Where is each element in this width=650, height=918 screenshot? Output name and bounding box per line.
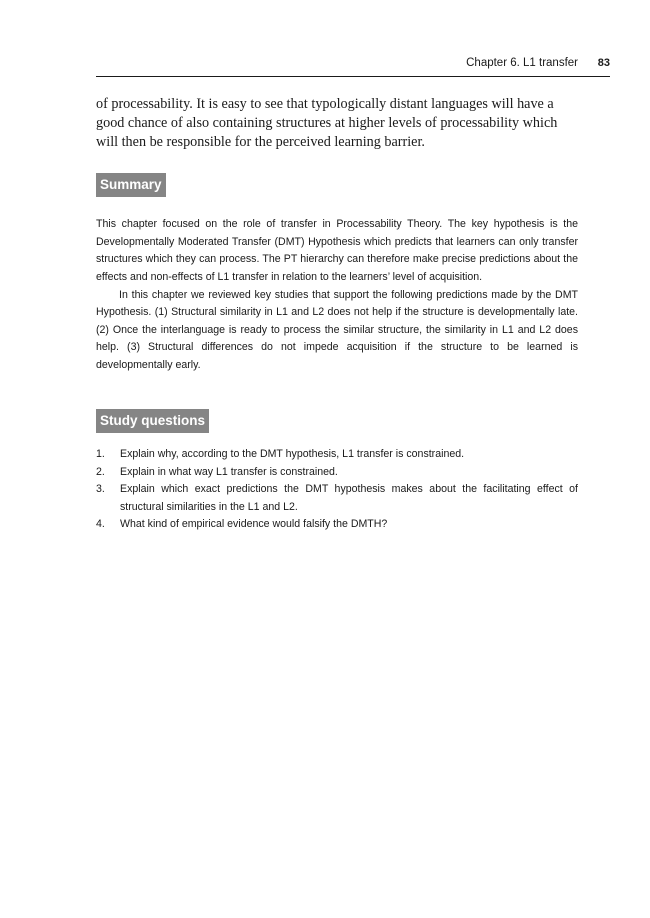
question-number: 2.	[96, 465, 105, 478]
study-questions-heading: Study questions	[96, 409, 209, 433]
summary-heading: Summary	[96, 173, 166, 197]
question-item	[96, 446, 578, 464]
question-number: 1.	[96, 448, 105, 460]
study-questions-list	[96, 446, 578, 534]
summary-paragraph-1: This chapter focused on the role of transfer in Processability Theory. The key hypothesis is the Developmentally Moderated Transfer (DMT) Hypothesis which predicts that learners can only transfer structures which they can process. The PT hierarchy can therefore make precise predictions about the effects and non-effects of L1 transfer in relation to the learners’ level of acquisition.	[96, 218, 578, 283]
page-number: 83	[597, 57, 610, 69]
chapter-title: Chapter 6. L1 transfer	[466, 57, 578, 69]
question-item	[96, 481, 578, 516]
running-header	[96, 56, 610, 77]
question-text: Explain why, according to the DMT hypothesis, L1 transfer is constrained.	[120, 448, 465, 460]
question-text: Explain in what way L1 transfer is constrained.	[120, 465, 338, 478]
question-number: 3.	[96, 483, 105, 496]
question-number: 4.	[96, 518, 105, 531]
question-item	[96, 516, 578, 534]
question-item	[96, 464, 578, 482]
question-text: What kind of empirical evidence would falsify the DMTH?	[120, 518, 388, 531]
intro-paragraph: of processability. It is easy to see that typologically distant languages will have a good chance of also containing structures at higher levels of processability which will then be responsible for the perceived learning barrier.	[96, 96, 558, 150]
question-text: Explain which exact predictions the DMT hypothesis makes about the facilitating effect of structural similarities in the L1 and L2.	[120, 483, 578, 513]
summary-paragraph-2: In this chapter we reviewed key studies that support the following predictions made by the DMT Hypothesis. (1) Structural similarity in L1 and L2 does not help if the structure is developmentally late. (2) Once the interlanguage is ready to process the similar structure, the similarity in L1 and L2 does help. (3) Structural differences do not impede acquisition if the structure to be learned is developmentally early.	[96, 288, 578, 371]
